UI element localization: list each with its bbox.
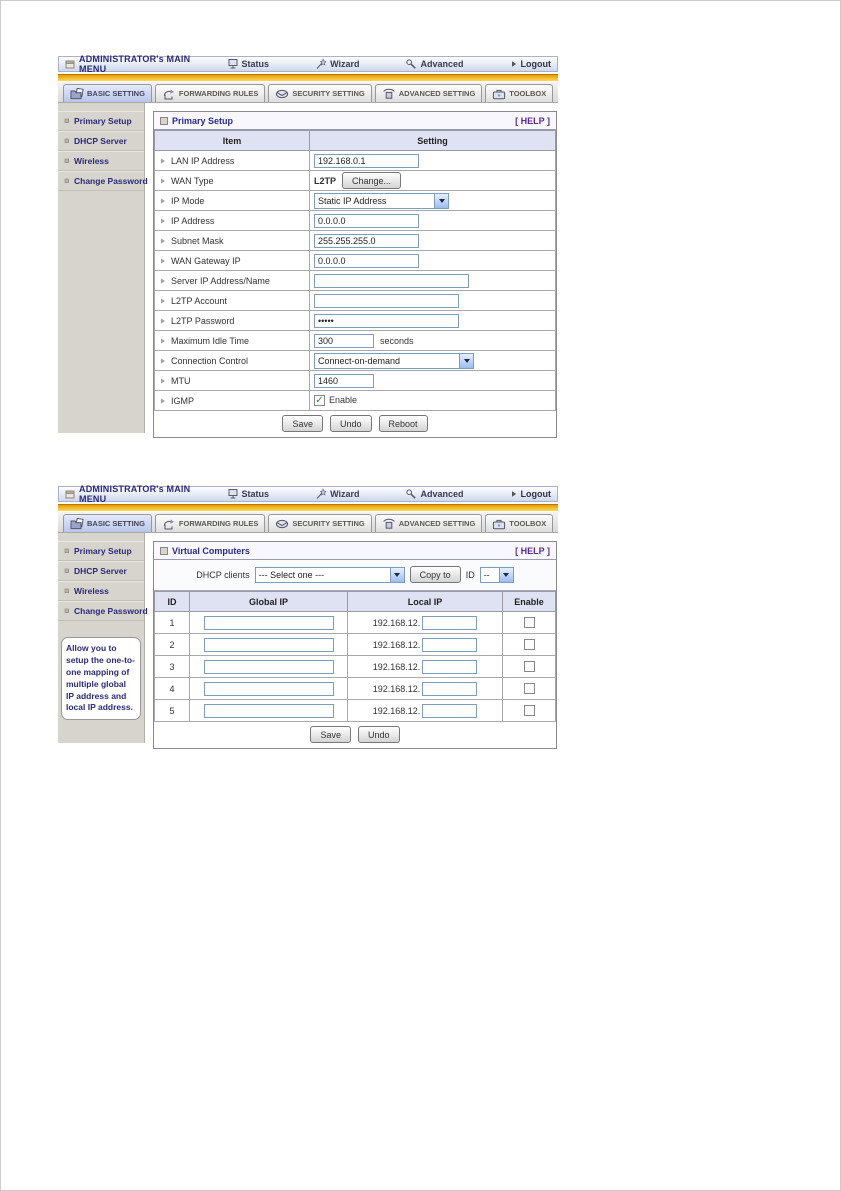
- table-row: [155, 331, 556, 351]
- basic-setting-icon: [70, 518, 84, 530]
- local-ip-input-3[interactable]: [422, 660, 477, 674]
- menu-item-wizard[interactable]: [315, 58, 359, 70]
- side-bullet-icon: [64, 178, 70, 184]
- local-ip-input-1[interactable]: [422, 616, 477, 630]
- global-ip-input-5[interactable]: [204, 704, 334, 718]
- logout-arrow-icon: [510, 490, 518, 498]
- primary-setup-table: [154, 130, 556, 411]
- wan-type-value: L2TP: [314, 175, 337, 186]
- global-ip-cell: [190, 656, 348, 678]
- subnet-mask-input[interactable]: [314, 234, 419, 248]
- panel-header: [154, 112, 556, 130]
- row-id-cell: 5: [155, 700, 190, 722]
- item-cell: [155, 271, 310, 291]
- item-label: Connection Control: [171, 355, 249, 366]
- tab-forwarding-rules[interactable]: [155, 514, 265, 532]
- setting-cell: [310, 391, 556, 411]
- row-bullet-icon: [159, 317, 167, 325]
- ip-mode-select[interactable]: [314, 193, 449, 209]
- setting-cell: [310, 351, 556, 371]
- top-menu-bar: [58, 56, 558, 72]
- tab-label: SECURITY SETTING: [292, 89, 365, 98]
- local-ip-cell: [348, 700, 503, 722]
- menu-item-label: Advanced: [420, 59, 464, 69]
- window-icon: [65, 59, 75, 69]
- side-bullet-icon: [64, 118, 70, 124]
- security-setting-icon: [275, 518, 289, 530]
- setting-cell: [310, 171, 556, 191]
- tab-label: FORWARDING RULES: [178, 519, 259, 528]
- global-ip-cell: [190, 612, 348, 634]
- local-ip-cell: [348, 678, 503, 700]
- panel-square-icon: [160, 117, 168, 125]
- logout-link[interactable]: [510, 59, 552, 69]
- item-cell: [155, 211, 310, 231]
- sidebar-item-label: Primary Setup: [74, 545, 132, 556]
- row-id-cell: 2: [155, 634, 190, 656]
- wizard-icon: [315, 58, 327, 70]
- side-bullet-icon: [64, 158, 70, 164]
- window-icon: [65, 489, 75, 499]
- row-bullet-icon: [159, 397, 167, 405]
- sidebar-item-label: DHCP Server: [74, 565, 127, 576]
- l2tp-account-input[interactable]: [314, 294, 459, 308]
- menu-item-status[interactable]: [227, 488, 270, 500]
- local-ip-prefix: 192.168.12.: [372, 617, 421, 628]
- tab-toolbox[interactable]: [485, 84, 553, 102]
- side-bullet-icon: [64, 588, 70, 594]
- global-ip-input-1[interactable]: [204, 616, 334, 630]
- table-row: [155, 171, 556, 191]
- row-bullet-icon: [159, 157, 167, 165]
- tab-security-setting[interactable]: [268, 514, 371, 532]
- action-buttons: [154, 411, 556, 437]
- mapping-row-3: [155, 656, 556, 678]
- row-bullet-icon: [159, 197, 167, 205]
- mapping-row-4: [155, 678, 556, 700]
- sidebar-item-change-password[interactable]: [58, 171, 148, 191]
- row-id-cell: 4: [155, 678, 190, 700]
- item-cell: [155, 311, 310, 331]
- chevron-down-icon: [434, 194, 448, 208]
- toolbox-icon: [492, 518, 506, 530]
- item-cell: [155, 191, 310, 211]
- sidebar-item-label: Wireless: [74, 585, 109, 596]
- action-buttons: [154, 722, 556, 748]
- mapping-row-2: [155, 634, 556, 656]
- local-ip-cell: [348, 634, 503, 656]
- sidebar-item-primary-setup[interactable]: [58, 111, 144, 131]
- sidebar: [58, 533, 148, 743]
- save-button-virtual[interactable]: Save: [310, 726, 351, 743]
- enable-cell: [503, 700, 556, 722]
- setting-cell: [310, 191, 556, 211]
- tab-forwarding-rules[interactable]: [155, 84, 265, 102]
- item-label: Subnet Mask: [171, 235, 224, 246]
- item-label: LAN IP Address: [171, 155, 235, 166]
- tab-security-setting[interactable]: [268, 84, 371, 102]
- advanced-setting-icon: [382, 88, 396, 100]
- setting-cell: [310, 231, 556, 251]
- menu-item-label: Status: [241, 489, 270, 499]
- item-cell: [155, 331, 310, 351]
- enable-checkbox-3[interactable]: [524, 661, 535, 672]
- item-label: MTU: [171, 375, 191, 386]
- setting-cell: [310, 371, 556, 391]
- tab-label: BASIC SETTING: [87, 89, 145, 98]
- copy-to-id-select[interactable]: [480, 567, 514, 583]
- sidebar-item-dhcp-server[interactable]: [58, 561, 144, 581]
- maximum-idle-time-input[interactable]: [314, 334, 374, 348]
- toolbox-icon: [492, 88, 506, 100]
- connection-control-select[interactable]: [314, 353, 474, 369]
- advanced-icon: [405, 488, 417, 500]
- sidebar-item-wireless[interactable]: [58, 151, 144, 171]
- enable-checkbox-5[interactable]: [524, 705, 535, 716]
- sidebar-item-label: Change Password: [74, 175, 148, 186]
- item-cell: [155, 371, 310, 391]
- settings-panel: [153, 541, 557, 749]
- setting-cell: [310, 151, 556, 171]
- content-area: [58, 103, 558, 433]
- wizard-icon: [315, 488, 327, 500]
- dhcp-clients-select[interactable]: [255, 567, 405, 583]
- tab-label: TOOLBOX: [509, 89, 547, 98]
- column-header-global-ip: Global IP: [190, 592, 348, 612]
- enable-cell: [503, 634, 556, 656]
- tab-label: TOOLBOX: [509, 519, 547, 528]
- sidebar-item-primary-setup[interactable]: [58, 541, 144, 561]
- menu-item-label: Wizard: [330, 489, 360, 499]
- logout-label: Logout: [520, 489, 551, 499]
- item-cell: [155, 351, 310, 371]
- local-ip-cell: [348, 612, 503, 634]
- menu-item-advanced[interactable]: [405, 488, 463, 500]
- sidebar-item-label: Change Password: [74, 605, 148, 616]
- row-bullet-icon: [159, 277, 167, 285]
- tab-advanced-setting[interactable]: [375, 84, 483, 102]
- local-ip-prefix: 192.168.12.: [372, 683, 421, 694]
- undo-button[interactable]: Undo: [330, 415, 372, 432]
- tab-label: ADVANCED SETTING: [398, 519, 476, 528]
- igmp-enable-checkbox[interactable]: ✓: [315, 394, 324, 406]
- table-header-row: [155, 131, 556, 151]
- item-label: WAN Type: [171, 175, 214, 186]
- content-area: [58, 533, 558, 743]
- sidebar-item-label: Wireless: [74, 155, 109, 166]
- local-ip-prefix: 192.168.12.: [372, 661, 421, 672]
- tab-advanced-setting[interactable]: [375, 514, 483, 532]
- column-header-local-ip: Local IP: [348, 592, 503, 612]
- mapping-row-5: [155, 700, 556, 722]
- dhcp-clients-select-value: --- Select one ---: [258, 569, 325, 580]
- row-bullet-icon: [159, 337, 167, 345]
- settings-panel: [153, 111, 557, 438]
- setting-cell: [310, 271, 556, 291]
- connection-control-select-value: Connect-on-demand: [318, 355, 401, 366]
- table-row: [155, 311, 556, 331]
- item-cell: [155, 251, 310, 271]
- local-ip-input-2[interactable]: [422, 638, 477, 652]
- item-label: L2TP Account: [171, 295, 227, 306]
- main-menu-title[interactable]: ADMINISTRATOR's MAIN MENU: [79, 484, 191, 504]
- setting-cell: [310, 311, 556, 331]
- tab-bar: [58, 82, 558, 103]
- accent-bar: [58, 504, 558, 511]
- mapping-row-1: [155, 612, 556, 634]
- chevron-down-icon: [499, 568, 513, 582]
- ip-mode-select-value: Static IP Address: [318, 195, 387, 206]
- global-ip-cell: [190, 634, 348, 656]
- tab-bar: [58, 512, 558, 533]
- sidebar-note: Allow you to setup the one-to-one mapping of multiple global IP address and local IP address.: [61, 637, 141, 720]
- tab-toolbox[interactable]: [485, 514, 553, 532]
- copy-to-button[interactable]: Copy to: [410, 566, 461, 583]
- tab-basic-setting[interactable]: [63, 514, 152, 532]
- top-menu-bar: [58, 486, 558, 502]
- enable-cell: [503, 612, 556, 634]
- global-ip-cell: [190, 678, 348, 700]
- status-icon: [227, 488, 239, 500]
- tab-label: ADVANCED SETTING: [398, 89, 476, 98]
- help-link[interactable]: [ HELP ]: [515, 115, 550, 126]
- local-ip-cell: [348, 656, 503, 678]
- advanced-icon: [405, 58, 417, 70]
- item-label: WAN Gateway IP: [171, 255, 241, 266]
- reboot-button[interactable]: Reboot: [379, 415, 428, 432]
- forwarding-rules-icon: [162, 518, 176, 530]
- panel-square-icon: [160, 547, 168, 555]
- unit-label: seconds: [380, 335, 414, 346]
- row-id-cell: 3: [155, 656, 190, 678]
- wan-gateway-ip-input[interactable]: [314, 254, 419, 268]
- server-ip-address-name-input[interactable]: [314, 274, 469, 288]
- column-header-item: Item: [155, 131, 310, 151]
- panel-header: [154, 542, 556, 560]
- global-ip-input-4[interactable]: [204, 682, 334, 696]
- row-bullet-icon: [159, 297, 167, 305]
- enable-cell: [503, 678, 556, 700]
- checkbox-label: Enable: [329, 394, 358, 405]
- global-ip-input-3[interactable]: [204, 660, 334, 674]
- item-label: L2TP Password: [171, 315, 235, 326]
- sidebar-item-dhcp-server[interactable]: [58, 131, 144, 151]
- advanced-setting-icon: [382, 518, 396, 530]
- enable-cell: [503, 656, 556, 678]
- setting-cell: [310, 251, 556, 271]
- table-row: [155, 271, 556, 291]
- side-bullet-icon: [64, 608, 70, 614]
- enable-checkbox-2[interactable]: [524, 639, 535, 650]
- menu-item-label: Wizard: [330, 59, 360, 69]
- chevron-down-icon: [390, 568, 404, 582]
- item-cell: [155, 171, 310, 191]
- sidebar-item-label: Primary Setup: [74, 115, 132, 126]
- column-header-enable: Enable: [503, 592, 556, 612]
- table-row: [155, 371, 556, 391]
- item-label: Maximum Idle Time: [171, 335, 250, 346]
- local-ip-input-5[interactable]: [422, 704, 477, 718]
- global-ip-input-2[interactable]: [204, 638, 334, 652]
- save-button[interactable]: Save: [282, 415, 323, 432]
- panel-title: Primary Setup: [172, 115, 234, 126]
- local-ip-input-4[interactable]: [422, 682, 477, 696]
- row-bullet-icon: [159, 237, 167, 245]
- menu-item-label: Advanced: [420, 489, 464, 499]
- row-bullet-icon: [159, 177, 167, 185]
- side-bullet-icon: [64, 138, 70, 144]
- table-row: [155, 351, 556, 371]
- side-bullet-icon: [64, 548, 70, 554]
- item-label: IP Address: [171, 215, 215, 226]
- logout-link[interactable]: [510, 489, 552, 499]
- l2tp-password-input[interactable]: [314, 314, 459, 328]
- chevron-down-icon: [459, 354, 473, 368]
- logout-label: Logout: [520, 59, 551, 69]
- change-wan-type-button[interactable]: Change...: [342, 172, 401, 189]
- sidebar-item-label: DHCP Server: [74, 135, 127, 146]
- side-bullet-icon: [64, 568, 70, 574]
- global-ip-cell: [190, 700, 348, 722]
- menu-item-advanced[interactable]: [405, 58, 463, 70]
- undo-button-virtual[interactable]: Undo: [358, 726, 400, 743]
- menu-item-status[interactable]: [227, 58, 270, 70]
- sidebar: [58, 103, 148, 433]
- tab-basic-setting[interactable]: [63, 84, 152, 102]
- column-header-setting: Setting: [310, 131, 556, 151]
- status-icon: [227, 58, 239, 70]
- table-row: [155, 391, 556, 411]
- help-link[interactable]: [ HELP ]: [515, 545, 550, 556]
- item-cell: [155, 291, 310, 311]
- enable-checkbox-4[interactable]: [524, 683, 535, 694]
- copy-to-id-select-value: --: [483, 569, 490, 580]
- table-row: [155, 251, 556, 271]
- dhcp-clients-label: DHCP clients: [196, 569, 250, 580]
- basic-setting-icon: [70, 88, 84, 100]
- menu-item-wizard[interactable]: [315, 488, 359, 500]
- table-row: [155, 191, 556, 211]
- panel-title: Virtual Computers: [172, 545, 250, 556]
- tab-label: SECURITY SETTING: [292, 519, 365, 528]
- table-row: [155, 211, 556, 231]
- mtu-input[interactable]: [314, 374, 374, 388]
- accent-bar: [58, 74, 558, 81]
- item-label: Server IP Address/Name: [171, 275, 270, 286]
- local-ip-prefix: 192.168.12.: [372, 639, 421, 650]
- setting-cell: [310, 331, 556, 351]
- row-id-cell: 1: [155, 612, 190, 634]
- column-header-id: ID: [155, 592, 190, 612]
- table-row: [155, 291, 556, 311]
- setting-cell: [310, 211, 556, 231]
- sidebar-item-wireless[interactable]: [58, 581, 144, 601]
- row-bullet-icon: [159, 377, 167, 385]
- sidebar-item-change-password[interactable]: [58, 601, 148, 621]
- logout-arrow-icon: [510, 60, 518, 68]
- screenshot-virtual-computers: [58, 486, 558, 742]
- virtual-computers-table: [154, 591, 556, 722]
- main-menu-title[interactable]: ADMINISTRATOR's MAIN MENU: [79, 54, 191, 74]
- item-label: IP Mode: [171, 195, 205, 206]
- row-bullet-icon: [159, 217, 167, 225]
- ip-address-input[interactable]: [314, 214, 419, 228]
- local-ip-prefix: 192.168.12.: [372, 705, 421, 716]
- screenshot-primary-setup: [58, 56, 558, 433]
- menu-item-label: Status: [241, 59, 270, 69]
- item-cell: [155, 391, 310, 411]
- dhcp-clients-row: [154, 560, 556, 591]
- forwarding-rules-icon: [162, 88, 176, 100]
- table-header-row: [155, 592, 556, 612]
- item-cell: [155, 231, 310, 251]
- table-row: [155, 151, 556, 171]
- row-bullet-icon: [159, 257, 167, 265]
- table-row: [155, 231, 556, 251]
- tab-label: BASIC SETTING: [87, 519, 145, 528]
- row-bullet-icon: [159, 357, 167, 365]
- tab-label: FORWARDING RULES: [178, 89, 259, 98]
- lan-ip-address-input[interactable]: [314, 154, 419, 168]
- item-label: IGMP: [171, 395, 195, 406]
- setting-cell: [310, 291, 556, 311]
- security-setting-icon: [275, 88, 289, 100]
- item-cell: [155, 151, 310, 171]
- enable-checkbox-1[interactable]: [524, 617, 535, 628]
- id-label: ID: [465, 569, 475, 580]
